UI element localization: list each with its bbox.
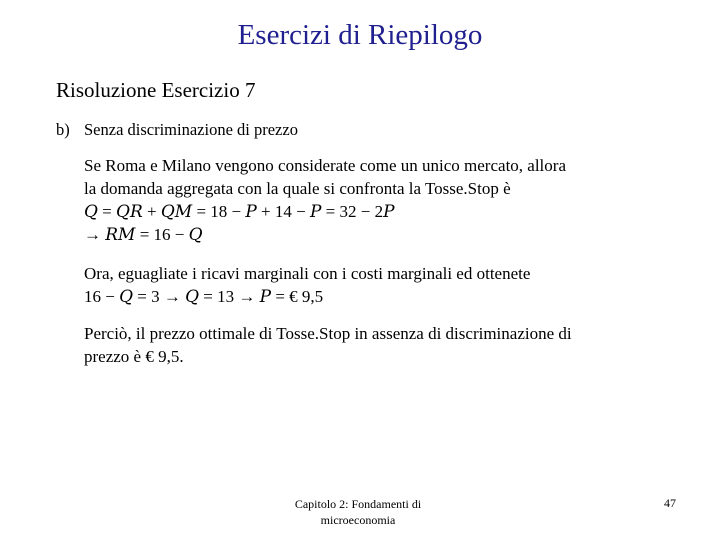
- text-line: Se Roma e Milano vengono considerate come un unico mercato, allora: [84, 156, 566, 175]
- text-line: la domanda aggregata con la quale si confronta la Tosse.Stop è: [84, 179, 511, 198]
- slide-title: Esercizi di Riepilogo: [237, 19, 483, 51]
- equation-line: → 𝑅𝑀 = 16 − 𝑄: [84, 225, 203, 244]
- list-item-b: [56, 120, 298, 140]
- paragraph-marginal-revenue: [84, 262, 684, 308]
- paragraph-conclusion: [84, 322, 684, 368]
- text-line: Perciò, il prezzo ottimale di Tosse.Stop in assenza di discriminazione di: [84, 324, 572, 343]
- equation-line: 16 − 𝑄 = 3 → 𝑄 = 13 → 𝑃 = € 9,5: [84, 287, 324, 306]
- page-number: 47: [664, 496, 676, 510]
- list-marker: b): [56, 120, 70, 139]
- section-heading: Risoluzione Esercizio 7: [56, 78, 256, 102]
- footer-chapter: Capitolo 2: Fondamenti di microeconomia: [294, 497, 422, 528]
- list-item-text: Senza discriminazione di prezzo: [84, 120, 298, 139]
- text-line: Ora, eguagliate i ricavi marginali con i costi marginali ed ottenete: [84, 264, 531, 283]
- text-line: prezzo è € 9,5.: [84, 347, 184, 366]
- paragraph-aggregate-demand: [84, 154, 684, 246]
- equation-line: 𝑄 = 𝑄𝑅 + 𝑄𝑀 = 18 − 𝑃 + 14 − 𝑃 = 32 − 2𝑃: [84, 202, 395, 221]
